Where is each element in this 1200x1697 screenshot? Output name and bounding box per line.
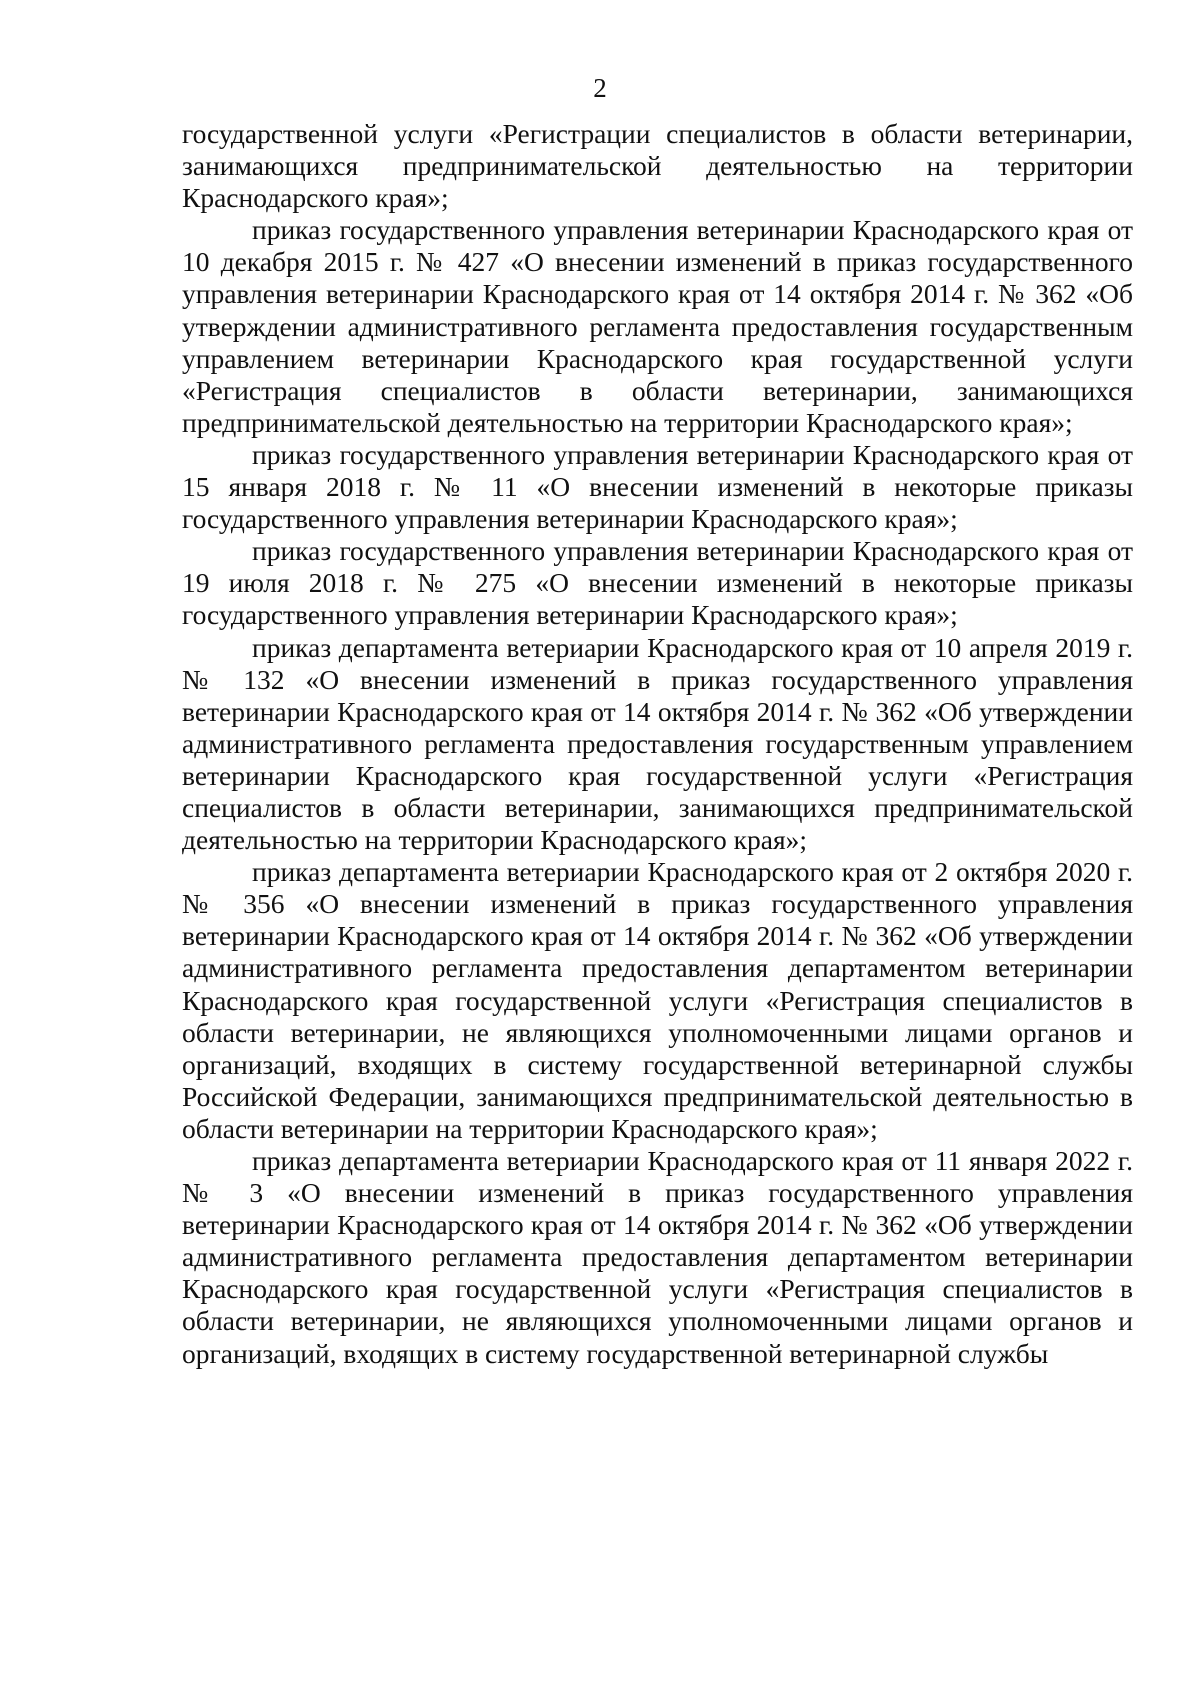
page-number: 2 (593, 73, 607, 103)
document-body (182, 118, 1133, 1370)
paragraph-order-2022-3: приказ департамента ветериарии Краснодарского края от 11 января 2022 г. № 3 «О внесении изменений в приказ государственного управления ветеринарии Краснодарского края от 14 октября 2014 г. № 362 «Об утверждении административного регламента предоставления департаментом ветеринарии Краснодарского края государственной услуги «Регистрация специалистов в области ветеринарии, не являющихся уполномоченными лицами органов и организаций, входящих в систему государственной ветеринарной службы (182, 1145, 1133, 1369)
paragraph-order-2018-11: приказ государственного управления ветеринарии Краснодарского края от 15 января 2018 г. № 11 «О внесении изменений в некоторые приказы государственного управления ветеринарии Краснодарского края»; (182, 438, 1133, 535)
paragraph-order-2020-356: приказ департамента ветериарии Краснодарского края от 2 октября 2020 г. № 356 «О внесении изменений в приказ государственного управления ветеринарии Краснодарского края от 14 октября 2014 г. № 362 «Об утверждении административного регламента предоставления департаментом ветеринарии Краснодарского края государственной услуги «Регистрация специалистов в области ветеринарии, не являющихся уполномоченными лицами органов и организаций, входящих в систему государственной ветеринарной службы Российской Федерации, занимающихся предпринимательской деятельностью в области ветеринарии на территории Краснодарского края»; (182, 856, 1133, 1144)
paragraph-order-2018-275: приказ государственного управления ветеринарии Краснодарского края от 19 июля 2018 г. № 275 «О внесении изменений в некоторые приказы государственного управления ветеринарии Краснодарского края»; (182, 535, 1133, 631)
paragraph-order-2015-427: приказ государственного управления ветеринарии Краснодарского края от 10 декабря 2015 г. № 427 «О внесении изменений в приказ государственного управления ветеринарии Краснодарского края от 14 октября 2014 г. № 362 «Об утверждении административного регламента предоставления государственным управлением ветеринарии Краснодарского края государственной услуги «Регистрация специалистов в области ветеринарии, занимающихся предпринимательской деятельностью на территории Краснодарского края»; (182, 214, 1133, 438)
paragraph-order-2019-132: приказ департамента ветериарии Краснодарского края от 10 апреля 2019 г. № 132 «О внесении изменений в приказ государственного управления ветеринарии Краснодарского края от 14 октября 2014 г. № 362 «Об утверждении административного регламента предоставления государственным управлением ветеринарии Краснодарского края государственной услуги «Регистрация специалистов в области ветеринарии, занимающихся предпринимательской деятельностью на территории Краснодарского края»; (182, 631, 1133, 856)
paragraph-continuation: государственной услуги «Регистрации специалистов в области ветеринарии, занимающихся предпринимательской деятельностью на территории Краснодарского края»; (182, 118, 1133, 214)
